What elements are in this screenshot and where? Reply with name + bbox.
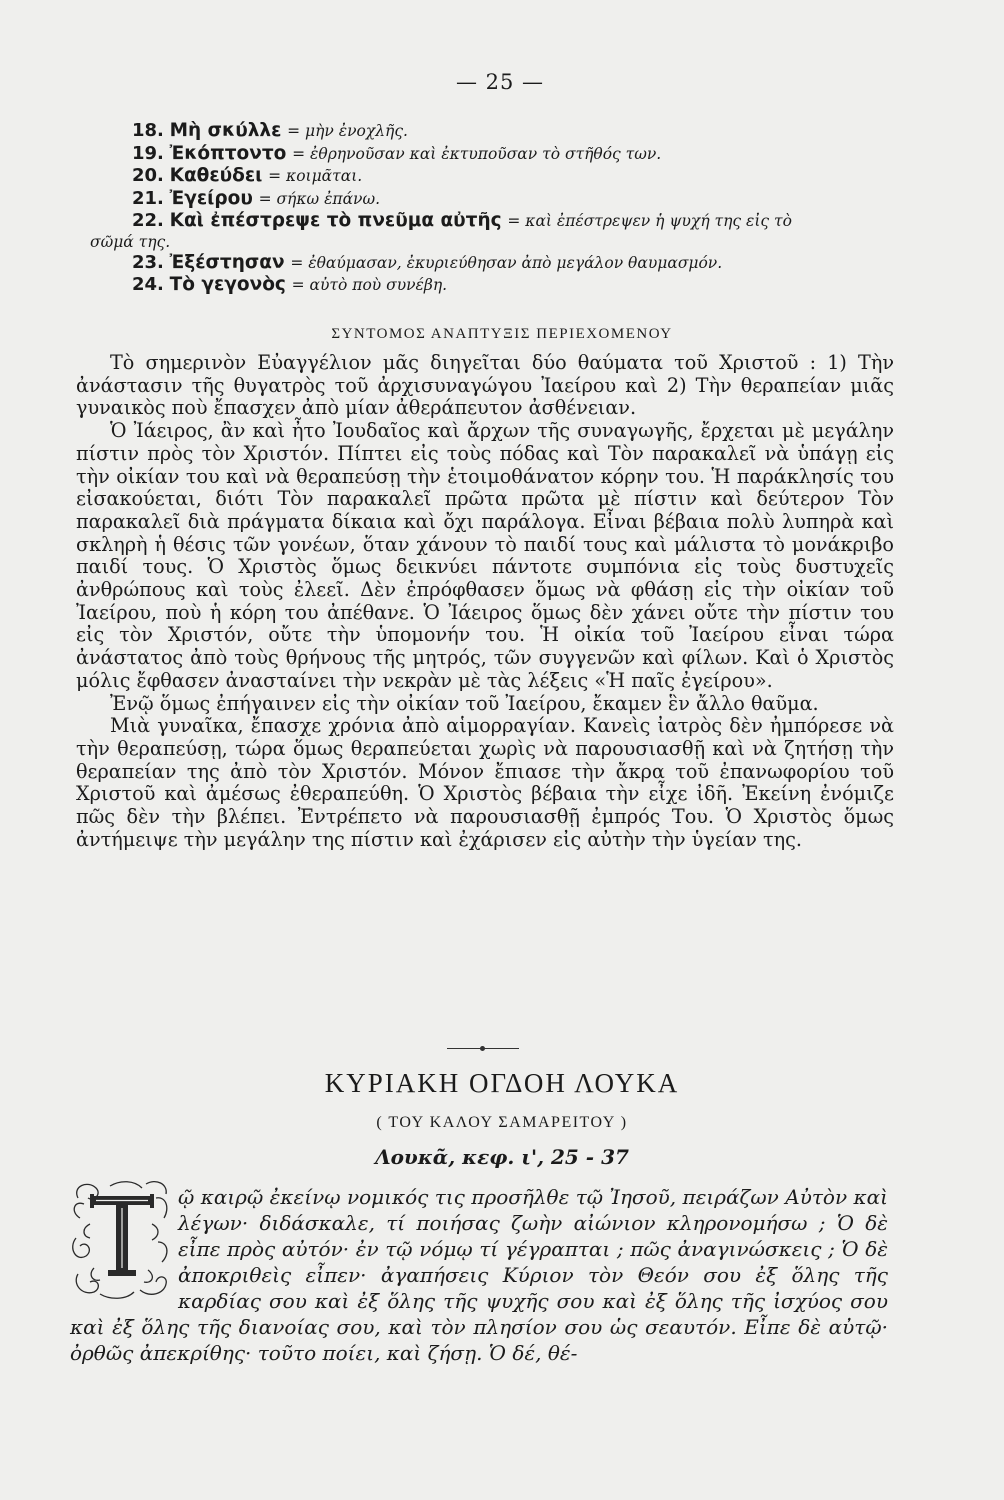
glossary-item bbox=[132, 274, 922, 297]
glossary-definition: = σήκω ἐπάνω. bbox=[258, 189, 381, 208]
glossary-term: Ἐγείρου bbox=[169, 187, 253, 209]
scripture-text bbox=[70, 1184, 888, 1366]
glossary-term: Καὶ ἐπέστρεψε τὸ πνεῦμα αὐτῆς bbox=[169, 210, 502, 231]
glossary-number: 19. bbox=[132, 142, 164, 164]
glossary-definition: = καὶ ἐπέστρεψεν ἡ ψυχή της εἰς τὸ bbox=[507, 212, 792, 230]
glossary-term: Καθεύδει bbox=[169, 165, 263, 186]
section-divider bbox=[447, 1048, 519, 1049]
section-title: ΣΥΝΤΟΜΟΣ ΑΝΑΠΤΥΞΙΣ ΠΕΡΙΕΧΟΜΕΝΟΥ bbox=[331, 326, 673, 342]
glossary-number: 21. bbox=[132, 187, 164, 209]
glossary-term: Ἐξέστησαν bbox=[169, 251, 285, 273]
glossary-item bbox=[132, 252, 922, 275]
paragraph: Τὸ σημερινὸν Εὐαγγέλιον μᾶς διηγεῖται δύο θαύματα τοῦ Χριστοῦ : 1) Τὴν ἀνάστασιν τῆς θυγατρὸς τοῦ ἀρχισυναγώγου Ἰαείρου καὶ 2) Τὴν θεραπείαν μιᾶς γυναικὸς ποὺ ἔπασχεν ἀπὸ μίαν ἀθεράπευτον ἀσθένειαν. bbox=[76, 351, 894, 420]
glossary-number: 24. bbox=[132, 274, 164, 295]
glossary-item bbox=[132, 120, 922, 143]
glossary-definition: = μὴν ἐνοχλῆς. bbox=[287, 122, 408, 140]
glossary-number: 18. bbox=[132, 120, 164, 141]
glossary-item bbox=[132, 143, 922, 166]
glossary-definition: = αὐτὸ ποὺ συνέβη. bbox=[291, 276, 448, 294]
scripture-body: ῷ καιρῷ ἐκείνῳ νομικός τις προσῆλθε τῷ Ἰησοῦ, πειράζων Αὐτὸν καὶ λέγων· διδάσκαλε, τί ποιήσας ζωὴν αἰώνιον κληρονομήσω ; Ὁ δὲ εἶπε πρὸς αὐτόν· ἐν τῷ νόμῳ τί γέγραπται ; πῶς ἀναγινώσκεις ; Ὁ δὲ ἀποκριθεὶς εἶπεν· ἀγαπήσεις Κύριον τὸν Θεόν σου ἐξ ὅλης τῆς καρδίας σου καὶ ἐξ ὅλης τῆς ψυχῆς σου καὶ ἐξ ὅλης τῆς ἰσχύος σου καὶ ἐξ ὅλης τῆς διανοίας σου, καὶ τὸν πλησίον σου ὡς σεαυτόν. Εἶπε δὲ αὐτῷ· ὀρθῶς ἀπεκρίθης· τοῦτο ποίει, καὶ ζήσῃ. Ὁ δέ, θέ- bbox=[70, 1185, 888, 1365]
glossary-number: 20. bbox=[132, 165, 164, 186]
paragraph: Ἐνῷ ὅμως ἐπήγαινεν εἰς τὴν οἰκίαν τοῦ Ἰαείρου, ἔκαμεν ἓν ἄλλο θαῦμα. bbox=[110, 691, 819, 715]
glossary-number: 22. bbox=[132, 210, 164, 231]
glossary bbox=[90, 120, 922, 297]
chapter-subheading: ( ΤΟΥ ΚΑΛΟΥ ΣΑΜΑΡΕΙΤΟΥ ) bbox=[376, 1114, 628, 1131]
glossary-term: Ἐκόπτοντο bbox=[169, 142, 287, 164]
scripture-reference: Λουκᾶ, κεφ. ι', 25 - 37 bbox=[375, 1145, 629, 1169]
paragraph: Ὁ Ἰάειρος, ἂν καὶ ἦτο Ἰουδαῖος καὶ ἄρχων τῆς συναγωγῆς, ἔρχεται μὲ μεγάλην πίστιν πρὸς τὸν Χριστόν. Πίπτει εἰς τοὺς πόδας καὶ Τὸν παρακαλεῖ νὰ ὑπάγῃ εἰς τὴν οἰκίαν του καὶ νὰ θεραπεύσῃ τὴν ἑτοιμοθάνατον κόρην του. Ἡ παράκλησίς του εἰσακούεται, διότι Τὸν παρακαλεῖ πρῶτα πρῶτα μὲ πίστιν καὶ δεύτερον Τὸν παρακαλεῖ διὰ πράγματα δίκαια καὶ ὄχι παράλογα. Εἶναι βέβαια πολὺ λυπηρὰ καὶ σκληρὴ ἡ θέσις τῶν γονέων, ὅταν χάνουν τὸ παιδί τους καὶ μάλιστα τὸ μονάκριβο παιδί τους. Ὁ Χριστὸς ὅμως δεικνύει πάντοτε συμπόνια εἰς τοὺς δυστυχεῖς ἀνθρώπους καὶ τοὺς ἐλεεῖ. Δὲν ἐπρόφθασεν ὅμως νὰ φθάσῃ εἰς τὴν οἰκίαν τοῦ Ἰαείρου, ποὺ ἡ κόρη του ἀπέθανε. Ὁ Ἰάειρος ὅμως δὲν χάνει οὔτε τὴν πίστιν του εἰς τὸν Χριστόν, οὔτε τὴν ὑπομονήν του. Ἡ οἰκία τοῦ Ἰαείρου εἶναι τώρα ἀνάστατος ἀπὸ τοὺς θρήνους τῆς μητρός, τῶν συγγενῶν καὶ φίλων. Καὶ ὁ Χριστὸς μόλις ἔφθασεν ἀνασταίνει τὴν νεκρὰν μὲ τὰς λέξεις «Ἡ παῖς ἐγείρου». bbox=[76, 419, 894, 692]
page-number: — 25 — bbox=[455, 70, 545, 94]
glossary-term: Τὸ γεγονὸς bbox=[169, 274, 286, 295]
paragraph: Μιὰ γυναῖκα, ἔπασχε χρόνια ἀπὸ αἱμορραγίαν. Κανεὶς ἰατρὸς δὲν ἠμπόρεσε νὰ τὴν θεραπεύσῃ, τώρα ὅμως θεραπεύεται χωρὶς νὰ παρουσιασθῇ καὶ νὰ ζητήσῃ τὴν θεραπείαν της ἀπὸ τὸν Χριστόν. Μόνον ἔπιασε τὴν ἄκρα τοῦ ἐπανωφορίου τοῦ Χριστοῦ καὶ ἀμέσως ἐθεραπεύθη. Ὁ Χριστὸς βέβαια τὴν εἶχε ἰδῆ. Ἐκείνη ἐνόμιζε πῶς δὲν τὴν βλέπει. Ἐντρέπετο νὰ παρουσιασθῇ ἐμπρός Του. Ὁ Χριστὸς ὅμως ἀντήμειψε τὴν μεγάλην της πίστιν καὶ ἐχάρισεν εἰς αὐτὴν τὴν ὑγείαν της. bbox=[76, 714, 894, 851]
body-text bbox=[76, 352, 894, 851]
glossary-definition: = ἐθρηνοῦσαν καὶ ἐκτυποῦσαν τὸ στῆθός των. bbox=[292, 144, 662, 163]
glossary-number: 23. bbox=[132, 251, 164, 273]
glossary-term: Μὴ σκύλλε bbox=[169, 120, 282, 141]
glossary-definition: = ἐθαύμασαν, ἐκυριεύθησαν ἀπὸ μεγάλον θαυμασμόν. bbox=[290, 253, 723, 272]
glossary-definition-continuation: σῶμά της. bbox=[90, 232, 171, 251]
glossary-item bbox=[132, 165, 922, 188]
chapter-heading: ΚΥΡΙΑΚΗ ΟΓΔΟΗ ΛΟΥΚΑ bbox=[324, 1068, 680, 1098]
glossary-item bbox=[132, 210, 922, 233]
glossary-item bbox=[132, 188, 922, 211]
glossary-definition: = κοιμᾶται. bbox=[268, 167, 363, 185]
